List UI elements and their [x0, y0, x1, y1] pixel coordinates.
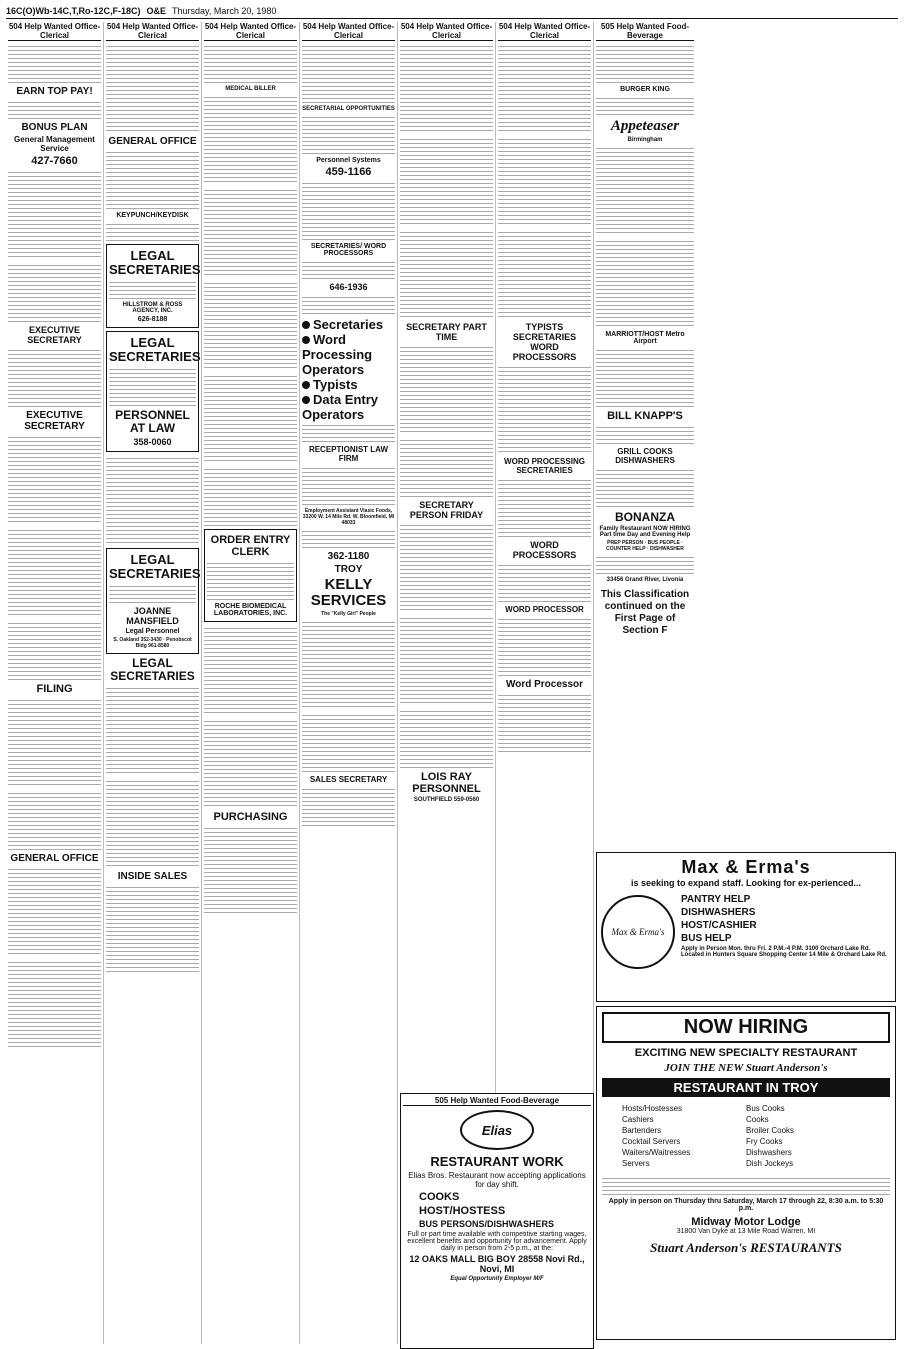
ad-phone: 459-1166: [325, 166, 372, 178]
ad-subhead: General Management Service: [14, 135, 95, 153]
ad-headline: LEGAL SECRETARIES: [109, 552, 201, 581]
ad-text: [207, 560, 294, 600]
position-item: Dishwashers: [746, 1148, 792, 1157]
ad-text: [204, 187, 297, 277]
ad-headline: LEGAL SECRETARIES: [109, 335, 201, 364]
ad-headline: Max & Erma's: [681, 857, 811, 877]
bullet-list: [302, 317, 395, 422]
ad-signature: Stuart Anderson's RESTAURANTS: [650, 1240, 842, 1255]
ad-eoe: Equal Opportunity Employer M/F: [450, 1276, 544, 1282]
ad-box: [204, 529, 297, 622]
ad-subhead: ROCHE BIOMEDICAL LABORATORIES, INC.: [213, 603, 288, 617]
ad-phone: S. Oakland 352-3430 · Penobscot Bldg 961-8580: [113, 637, 192, 649]
ad-text: [400, 229, 493, 319]
ad-headline: EXECUTIVE SECRETARY: [24, 410, 85, 432]
ad-text: [204, 94, 297, 184]
ad-text: [498, 136, 591, 226]
ad-headline: BONUS PLAN: [21, 122, 88, 133]
position-item: PANTRY HELP: [681, 894, 751, 905]
ad-subhead: Employment Assistant Vlasic Foods, 33200 W. 14 Mile Rd. W. Bloomfield, MI 48033: [302, 508, 395, 526]
elias-ad: [400, 1093, 594, 1349]
ad-headline: INSIDE SALES: [117, 871, 188, 882]
ad-headline: MEDICAL BILLER: [225, 86, 276, 92]
ad-box: [106, 548, 199, 654]
position-item: BUS HELP: [681, 933, 732, 944]
ad-text: [8, 434, 101, 524]
ad-text: [204, 718, 297, 808]
ad-text: [602, 1175, 890, 1195]
ad-text: [400, 708, 493, 768]
page-header: [6, 4, 898, 19]
continued-notice: This Classification continued on the First Page of Section F: [600, 589, 690, 636]
ad-location: Midway Motor Lodge: [691, 1216, 801, 1228]
ad-headline: RESTAURANT WORK: [430, 1154, 564, 1169]
ad-text: [8, 169, 101, 259]
section-heading: 504 Help Wanted Office-Clerical: [204, 22, 297, 40]
ad-text: [302, 259, 395, 279]
ad-text: [106, 221, 199, 241]
ad-text: [8, 697, 101, 787]
ad-subhead: JOIN THE NEW Stuart Anderson's: [664, 1062, 828, 1074]
ad-subhead: Birmingham: [627, 137, 663, 143]
ad-text: [106, 884, 199, 974]
ad-phone: 427-7660: [31, 155, 78, 167]
position-item: Cocktail Servers: [622, 1137, 681, 1146]
ad-headline: SECRETARY PART TIME: [406, 322, 487, 342]
ad-text: [400, 615, 493, 705]
position-item: Fry Cooks: [746, 1137, 783, 1146]
position-item: Hosts/Hostesses: [622, 1104, 683, 1113]
bullet-item: Data Entry Operators: [302, 392, 379, 422]
bullet-icon: [302, 336, 310, 344]
ad-headline: PERSONNEL AT LAW: [115, 408, 190, 435]
ad-apply: Apply in Person Mon. thru Fri. 2 P.M.-4 P.M. 3100 Orchard Lake Rd. Located in Hunters Square Shopping Center 14 Mile & Orchard Lake Rd.: [681, 946, 887, 958]
position-item: HOST/HOSTESS: [419, 1205, 506, 1217]
ad-text: [8, 262, 101, 322]
ad-subhead: Personnel Systems: [316, 157, 381, 164]
ad-text: [204, 373, 297, 463]
ad-address: 12 OAKS MALL BIG BOY 28558 Novi Rd., Novi, MI: [409, 1254, 585, 1274]
ad-subhead: JOANNE MANSFIELD: [126, 606, 179, 626]
max-ermas-ad: [596, 852, 896, 1002]
ad-text: [596, 347, 694, 407]
ad-headline: MARRIOTT/HOST Metro Airport: [605, 331, 685, 345]
ad-headline: WORD PROCESSING SECRETARIES: [504, 457, 585, 475]
section-heading: 505 Help Wanted Food-Beverage: [403, 1096, 591, 1106]
ad-text: [302, 180, 395, 240]
ad-headline: LOIS RAY PERSONNEL: [412, 771, 481, 795]
position-item: Broiler Cooks: [746, 1126, 795, 1135]
ad-text: [400, 136, 493, 226]
ad-headline: SECRETARIES/ WORD PROCESSORS: [310, 243, 387, 257]
ad-headline: SALES SECRETARY: [309, 775, 388, 784]
ad-text: [106, 778, 199, 868]
position-item: DISHWASHERS: [681, 907, 756, 918]
ad-text: [8, 959, 101, 1049]
ad-headline: KELLY SERVICES: [310, 576, 387, 609]
ad-subhead: HILLSTROM & ROSS AGENCY, INC.: [122, 302, 183, 314]
ad-text: [596, 95, 694, 115]
position-item: HOST/CASHIER: [681, 920, 757, 931]
ad-subhead: Elias Bros. Restaurant now accepting applications for day shift.: [408, 1171, 586, 1189]
section-heading: 504 Help Wanted Office-Clerical: [400, 22, 493, 40]
ad-text: [302, 422, 395, 442]
bullet-icon: [302, 321, 310, 329]
section-heading: 505 Help Wanted Food-Beverage: [596, 22, 694, 41]
ad-text: [498, 364, 591, 454]
ad-phone: 626-8188: [137, 316, 168, 323]
ad-text: [302, 528, 395, 548]
ad-text: [204, 280, 297, 370]
ad-apply: Apply in person on Thursday thru Saturday, March 17 through 22, 8:30 a.m. to 5:30 p.m.: [608, 1198, 884, 1212]
ad-box: [106, 244, 199, 328]
ad-box: [106, 331, 199, 452]
ad-phone: SOUTHFIELD 559-0560: [413, 797, 480, 803]
paper-name: O&E: [146, 6, 167, 16]
ad-text: [596, 145, 694, 235]
ad-headline: ORDER ENTRY CLERK: [210, 534, 291, 558]
ad-text: [302, 712, 395, 772]
ad-text: [302, 619, 395, 709]
ad-text: [498, 692, 591, 752]
ad-subhead: is seeking to expand staff. Looking for ex-perienced...: [630, 878, 862, 888]
ad-text: [596, 424, 694, 444]
position-item: Waiters/Waitresses: [622, 1148, 691, 1157]
bullet-icon: [302, 396, 310, 404]
ad-text: [302, 465, 395, 505]
ad-phone: 362-1180: [327, 551, 370, 562]
ad-body: Full or part time available with competitive starting wages, excellent benefits and opportunity for advancement. Apply daily in person from 2-5 p.m., at the:: [407, 1231, 587, 1252]
position-item: COOKS: [419, 1191, 460, 1203]
ad-subhead: TROY: [334, 564, 363, 575]
ad-text: [204, 466, 297, 526]
position-item: Bartenders: [622, 1126, 662, 1135]
edition-code: 16C(O)Wb-14C,T,Ro-12C,F-18C): [6, 6, 141, 16]
ad-headline: BURGER KING: [620, 86, 670, 93]
ad-phone: 358-0060: [133, 437, 172, 447]
bullet-item: Word Processing Operators: [302, 332, 373, 377]
column-4: [300, 22, 398, 1344]
issue-date: Thursday, March 20, 1980: [172, 6, 277, 16]
position-list: [403, 1191, 591, 1229]
ad-subhead: The "Kelly Girl" People: [321, 611, 376, 617]
ad-subhead: PREP PERSON · BUS PEOPLE · COUNTER HELP · DISHWASHER: [606, 540, 684, 552]
section-heading: 504 Help Wanted Office-Clerical: [8, 22, 101, 40]
max-ermas-logo: Max & Erma's: [601, 895, 675, 969]
position-item: Servers: [622, 1159, 650, 1168]
ad-text: [400, 437, 493, 497]
ad-headline: LEGAL SECRETARIES: [110, 656, 195, 683]
ad-headline: SECRETARY PERSON FRIDAY: [409, 500, 484, 520]
ad-text: [302, 43, 395, 103]
bullet-item: Typists: [302, 377, 395, 392]
ad-text: [400, 344, 493, 434]
ad-text: [106, 149, 199, 209]
elias-logo: Elias: [460, 1110, 534, 1150]
ad-headline: WORD PROCESSORS: [512, 540, 577, 560]
section-heading: 504 Help Wanted Office-Clerical: [302, 22, 395, 40]
ad-text: [400, 522, 493, 612]
ad-text: [498, 477, 591, 537]
column-1: [6, 22, 104, 1344]
ad-headline: TYPISTS SECRETARIES WORD PROCESSORS: [512, 322, 577, 362]
ad-text: [596, 238, 694, 328]
ad-text: [596, 43, 694, 83]
ad-text: [109, 366, 196, 406]
ad-text: [400, 43, 493, 133]
ad-headline: SECRETARIAL OPPORTUNITIES: [302, 106, 395, 112]
ad-text: [498, 229, 591, 319]
ad-text: [302, 114, 395, 154]
ad-headline: PURCHASING: [213, 811, 288, 823]
ad-headline: Appeteaser: [610, 118, 680, 134]
ad-headline: GRILL COOKS DISHWASHERS: [615, 447, 675, 465]
ad-text: [106, 43, 199, 133]
section-heading: 504 Help Wanted Office-Clerical: [106, 22, 199, 40]
ad-text: [204, 625, 297, 715]
ad-text: [596, 554, 694, 574]
ad-text: [204, 43, 297, 83]
column-3: [202, 22, 300, 1344]
ad-headline: BILL KNAPP'S: [607, 410, 683, 422]
ad-headline: NOW HIRING: [602, 1012, 890, 1043]
ad-headline: Word Processor: [505, 679, 584, 690]
ad-headline: WORD PROCESSOR: [505, 605, 584, 614]
ad-text: [109, 583, 196, 603]
ad-subhead: RESTAURANT IN TROY: [602, 1078, 890, 1097]
ad-subhead: Legal Personnel: [125, 628, 180, 635]
ad-headline: EXECUTIVE SECRETARY: [27, 325, 82, 345]
ad-text: [8, 43, 101, 83]
ad-headline: LEGAL SECRETARIES: [109, 248, 201, 277]
ad-phone: 646-1936: [329, 282, 368, 292]
column-2: [104, 22, 202, 1344]
ad-text: [302, 786, 395, 826]
ad-headline: KEYPUNCH/KEYDISK: [116, 212, 189, 219]
stuart-andersons-ad: [596, 1006, 896, 1340]
ad-text: [302, 294, 395, 314]
ad-text: [106, 685, 199, 775]
ad-text: [8, 527, 101, 617]
ad-text: [8, 790, 101, 850]
ad-text: [498, 562, 591, 602]
ad-subhead: Family Restaurant NOW HIRING Part time Day and Evening Help: [599, 526, 691, 538]
ad-text: [109, 279, 196, 299]
ad-text: [498, 43, 591, 133]
section-heading: 504 Help Wanted Office-Clerical: [498, 22, 591, 40]
ad-text: [8, 347, 101, 407]
position-item: Cooks: [746, 1115, 769, 1124]
ad-headline: FILING: [36, 683, 73, 695]
ad-headline: RECEPTIONIST LAW FIRM: [308, 445, 389, 463]
position-item: BUS PERSONS/DISHWASHERS: [419, 1219, 555, 1229]
bullet-item: Secretaries: [302, 317, 395, 332]
ad-address: 31800 Van Dyke at 13 Mile Road Warren, MI: [676, 1228, 816, 1235]
ad-subhead: EXCITING NEW SPECIALTY RESTAURANT: [634, 1047, 858, 1059]
ad-text: [8, 620, 101, 680]
bullet-icon: [302, 381, 310, 389]
ad-text: [498, 616, 591, 676]
position-item: Bus Cooks: [746, 1104, 785, 1113]
ad-headline: BONANZA: [615, 510, 675, 524]
position-item: Cashiers: [622, 1115, 654, 1124]
ad-headline: GENERAL OFFICE: [108, 136, 197, 147]
ad-text: [106, 455, 199, 545]
ad-text: [8, 99, 101, 119]
ad-headline: EARN TOP PAY!: [16, 86, 93, 97]
ad-text: [8, 866, 101, 956]
ad-subhead: 33456 Grand River, Livonia: [606, 577, 684, 583]
ad-text: [204, 825, 297, 915]
position-item: Dish Jockeys: [746, 1159, 794, 1168]
ad-headline: GENERAL OFFICE: [10, 853, 99, 864]
position-list: [622, 1103, 870, 1169]
ad-text: [596, 467, 694, 507]
